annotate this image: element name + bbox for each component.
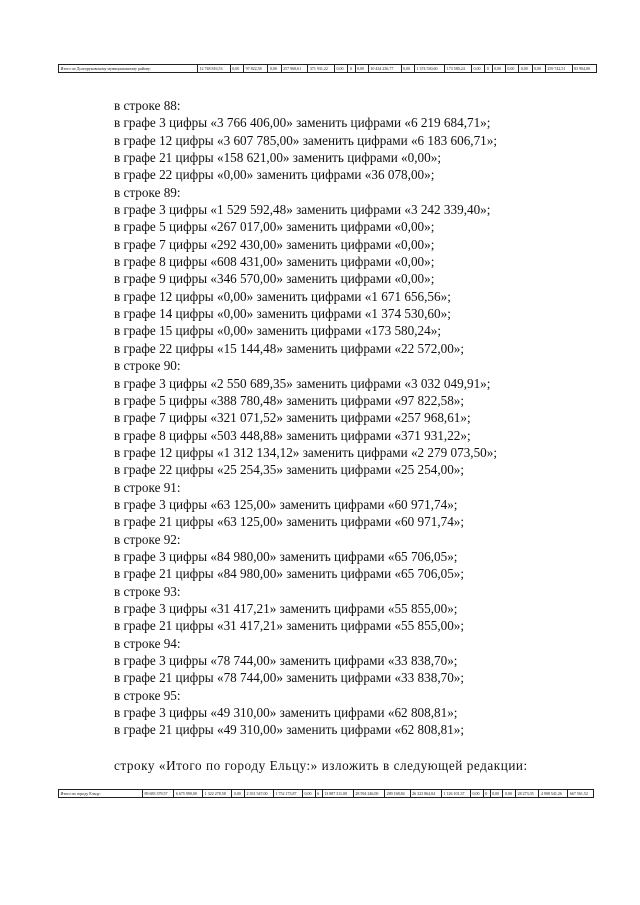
table-cell: 0 [485, 65, 492, 73]
text-line: в графе 21 цифры «49 310,00» заменить цифрами «62 808,81»; [114, 722, 465, 738]
text-line: в графе 5 цифры «267 017,00» заменить цифрами «0,00»; [114, 219, 435, 235]
table-cell: 12 748 816,53 [198, 65, 231, 73]
table-cell: 371 931,22 [308, 65, 335, 73]
table-cell: 2 351 547,00 [245, 790, 274, 798]
table-cell: 0,00 [532, 65, 545, 73]
text-line: в строке 88: [114, 98, 181, 113]
text-line: в графе 8 цифры «608 431,00» заменить цифрами «0,00»; [114, 254, 435, 270]
table-cell: Итого по Долгоруковскому муниципальному району: [59, 65, 198, 73]
top-summary-table [58, 64, 597, 73]
table-cell: 173 580,24 [445, 65, 472, 73]
text-line: в графе 22 цифры «25 254,35» заменить цифрами «25 254,00»; [114, 462, 465, 478]
table-cell: 0,00 [492, 65, 505, 73]
table-cell: 0,00 [232, 790, 245, 798]
text-line: в строке 92: [114, 531, 181, 547]
table-cell: 83 904,00 [572, 65, 596, 73]
table-cell: 0,00 [470, 790, 483, 798]
table-cell: 89 683 379,57 [143, 790, 174, 798]
table-cell: 0 [483, 790, 490, 798]
amendment-text [114, 97, 584, 774]
table-cell: 28 273,35 [516, 790, 539, 798]
text-line: в строке 95: [114, 687, 181, 703]
table-cell: 0,00 [334, 65, 347, 73]
table-cell: 0,00 [268, 65, 281, 73]
table-cell: 0,00 [471, 65, 484, 73]
table-cell: 0,00 [503, 790, 516, 798]
text-line: в графе 7 цифры «321 071,52» заменить цифрами «257 968,61»; [114, 410, 471, 426]
text-line: в графе 3 цифры «78 744,00» заменить цифрами «33 838,70»; [114, 653, 458, 668]
table-cell: 97 822,58 [244, 65, 268, 73]
text-line: в графе 12 цифры «3 607 785,00» заменить цифрами «6 183 606,71»; [114, 132, 498, 148]
text-line: в строке 91: [114, 479, 181, 495]
text-line: в графе 12 цифры «0,00» заменить цифрами «1 671 656,56»; [114, 288, 451, 304]
table-cell: 1 374 530,60 [414, 65, 444, 73]
table-cell: 0 [348, 65, 355, 73]
table-cell: 289 168,84 [385, 790, 411, 798]
table-cell: 10 434 236,77 [368, 65, 401, 73]
final-instruction: строку «Итого по городу Ельцу:» изложить в следующей редакции: [114, 757, 528, 773]
text-line: в графе 3 цифры «84 980,00» заменить цифрами «65 706,05»; [114, 548, 458, 564]
text-line: в графе 5 цифры «388 780,48» заменить цифрами «97 822,58»; [114, 392, 465, 408]
text-line: в графе 22 цифры «0,00» заменить цифрами «36 078,00»; [114, 167, 435, 183]
text-line: в графе 21 цифры «78 744,00» заменить цифрами «33 838,70»; [114, 670, 465, 686]
table-cell: 0,00 [230, 65, 243, 73]
text-line: в графе 15 цифры «0,00» заменить цифрами «173 580,24»; [114, 323, 441, 339]
table-cell: 26 323 864,04 [410, 790, 441, 798]
table-cell: Итого по городу Ельцу: [59, 790, 143, 798]
table-cell: 0,00 [490, 790, 503, 798]
text-line: в графе 3 цифры «3 766 406,00» заменить цифрами «6 219 684,71»; [114, 115, 491, 131]
table-cell: 1 126 101,37 [441, 790, 470, 798]
text-line: в строке 94: [114, 635, 181, 651]
text-line: в графе 21 цифры «63 125,00» заменить цифрами «60 971,74»; [114, 514, 465, 530]
text-line: в графе 3 цифры «2 550 689,35» заменить цифрами «3 032 049,91»; [114, 375, 491, 391]
table-cell: 667 561,52 [568, 790, 594, 798]
table-row [59, 65, 597, 73]
text-line: в графе 3 цифры «49 310,00» заменить цифрами «62 808,81»; [114, 705, 458, 721]
text-line: в графе 8 цифры «503 448,88» заменить цифрами «371 931,22»; [114, 427, 471, 443]
table-cell: 0,00 [519, 65, 532, 73]
table-row [59, 790, 594, 798]
text-line: в графе 22 цифры «15 144,48» заменить цифрами «22 572,00»; [114, 340, 465, 356]
table-cell: 1 752 173,87 [274, 790, 303, 798]
text-line: в графе 14 цифры «0,00» заменить цифрами «1 374 530,60»; [114, 306, 451, 322]
text-line: в графе 9 цифры «346 570,00» заменить цифрами «0,00»; [114, 271, 435, 287]
table-cell: 6 675 990,00 [174, 790, 203, 798]
text-line: в строке 89: [114, 184, 181, 200]
text-line: в графе 21 цифры «31 417,21» заменить цифрами «55 855,00»; [114, 618, 465, 634]
table-cell: 259 742,51 [545, 65, 572, 73]
table-cell: 13 887 311,00 [322, 790, 353, 798]
text-line: в графе 12 цифры «1 312 134,12» заменить цифрами «2 279 073,50»; [114, 444, 498, 460]
table-cell: 0,00 [401, 65, 414, 73]
text-line: в графе 3 цифры «63 125,00» заменить цифрами «60 971,74»; [114, 496, 458, 512]
table-cell: 257 968,61 [281, 65, 308, 73]
text-line: в строке 93: [114, 583, 181, 599]
table-cell: 0,00 [505, 65, 518, 73]
text-line: в графе 3 цифры «1 529 592,48» заменить цифрами «3 242 339,40»; [114, 202, 491, 218]
text-line: в графе 7 цифры «292 430,00» заменить цифрами «0,00»; [114, 236, 435, 252]
text-line: в строке 90: [114, 358, 181, 374]
paragraph-gap [114, 739, 584, 757]
table-cell: 1 322 278,58 [203, 790, 232, 798]
bottom-summary-table [58, 789, 594, 798]
text-line: в графе 21 цифры «84 980,00» заменить цифрами «65 706,05»; [114, 566, 465, 582]
text-line: в графе 21 цифры «158 621,00» заменить цифрами «0,00»; [114, 150, 441, 166]
table-cell: 0,00 [303, 790, 316, 798]
table-cell: 6 [315, 790, 322, 798]
table-cell: 28 594 246,00 [353, 790, 384, 798]
table-cell: 0,00 [355, 65, 368, 73]
table-cell: 4 908 541,26 [539, 790, 568, 798]
text-line: в графе 3 цифры «31 417,21» заменить цифрами «55 855,00»; [114, 600, 458, 616]
